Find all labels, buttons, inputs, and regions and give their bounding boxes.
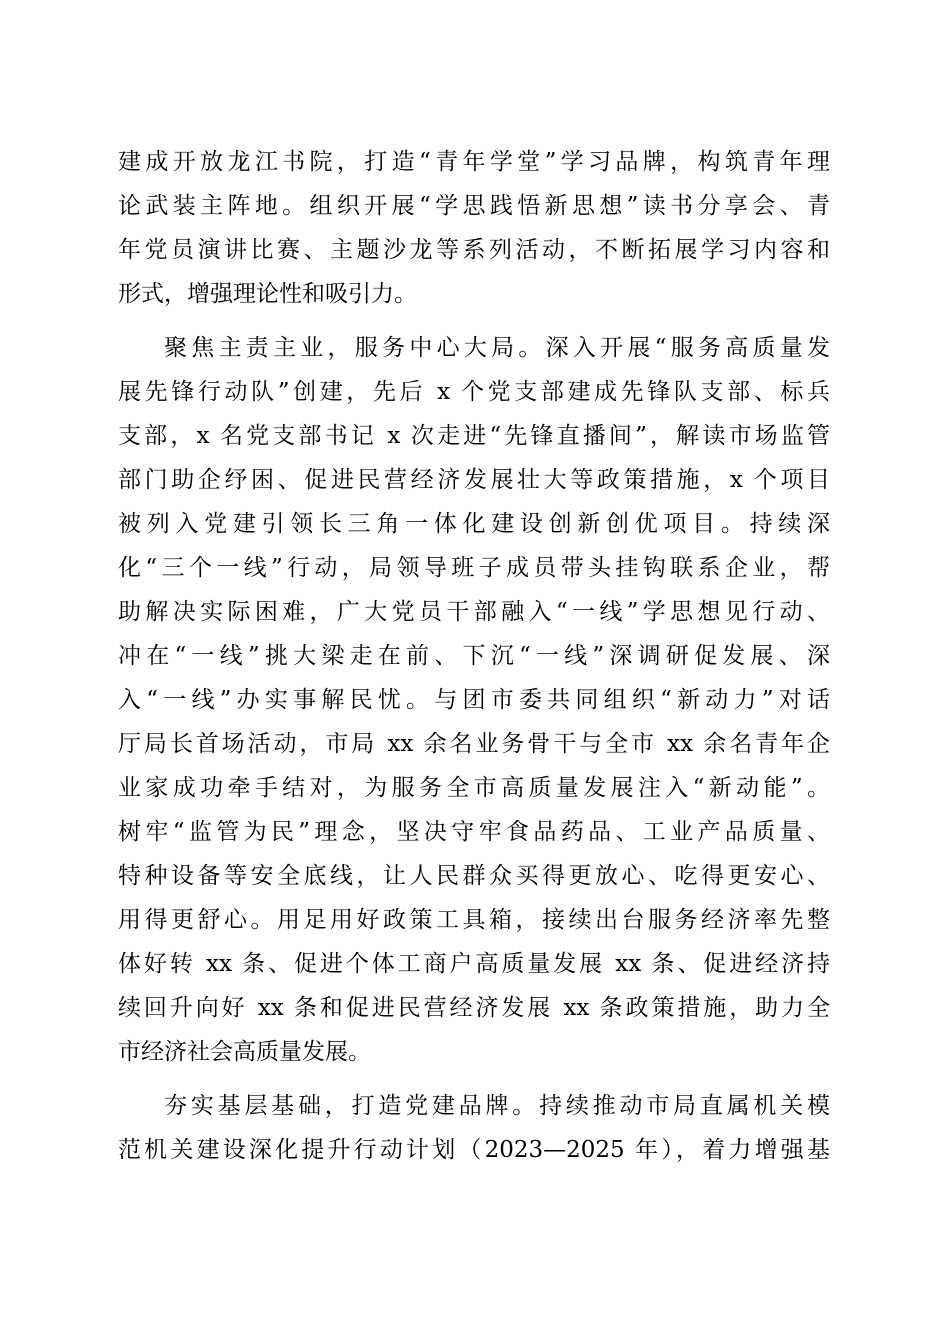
paragraph-line: 用得更舒心。用足用好政策工具箱，接续出台服务经济率先整: [118, 907, 830, 933]
paragraph-line: 夯实基层基础，打造党建品牌。持续推动市局直属机关模: [164, 1093, 830, 1119]
paragraph-2: [118, 326, 830, 1074]
paragraph-line: 市经济社会高质量发展。: [118, 1039, 371, 1065]
paragraph-line: 形式，增强理论性和吸引力。: [118, 281, 417, 307]
paragraph-line: 续回升向好 xx 条和促进民营经济发展 xx 条政策措施，助力全: [118, 995, 830, 1021]
paragraph-line: 聚焦主责主业，服务中心大局。深入开展“服务高质量发: [164, 335, 830, 361]
paragraph-line: 特种设备等安全底线，让人民群众买得更放心、吃得更安心、: [118, 863, 830, 889]
paragraph-line: 展先锋行动队”创建，先后 x 个党支部建成先锋队支部、标兵: [118, 379, 830, 405]
paragraph-line: 树牢“监管为民”理念，坚决守牢食品药品、工业产品质量、: [118, 819, 830, 845]
paragraph-1: [118, 140, 830, 316]
paragraph-line: 化“三个一线”行动，局领导班子成员带头挂钩联系企业，帮: [118, 555, 830, 581]
paragraph-line: 被列入党建引领长三角一体化建设创新创优项目。持续深: [118, 511, 830, 537]
paragraph-line: 支部，x 名党支部书记 x 次走进“先锋直播间”，解读市场监管: [118, 423, 830, 449]
paragraph-line: 论武装主阵地。组织开展“学思践悟新思想”读书分享会、青: [118, 193, 830, 219]
paragraph-line: 冲在“一线”挑大梁走在前、下沉“一线”深调研促发展、深: [118, 643, 830, 669]
paragraph-line: 入“一线”办实事解民忧。与团市委共同组织“新动力”对话: [118, 687, 830, 713]
paragraph-line: 建成开放龙江书院，打造“青年学堂”学习品牌，构筑青年理: [118, 149, 830, 175]
document-body: [118, 140, 830, 1182]
paragraph-line: 年党员演讲比赛、主题沙龙等系列活动，不断拓展学习内容和: [118, 237, 830, 263]
paragraph-line: 助解决实际困难，广大党员干部融入“一线”学思想见行动、: [118, 599, 830, 625]
paragraph-line: 体好转 xx 条、促进个体工商户高质量发展 xx 条、促进经济持: [118, 951, 830, 977]
paragraph-line: 业家成功牵手结对，为服务全市高质量发展注入“新动能”。: [118, 775, 830, 801]
paragraph-line: 厅局长首场活动，市局 xx 余名业务骨干与全市 xx 余名青年企: [118, 731, 830, 757]
paragraph-line: 范机关建设深化提升行动计划（2023—2025 年），着力增强基: [118, 1137, 830, 1163]
paragraph-3: [118, 1084, 830, 1172]
paragraph-line: 部门助企纾困、促进民营经济发展壮大等政策措施，x 个项目: [118, 467, 830, 493]
